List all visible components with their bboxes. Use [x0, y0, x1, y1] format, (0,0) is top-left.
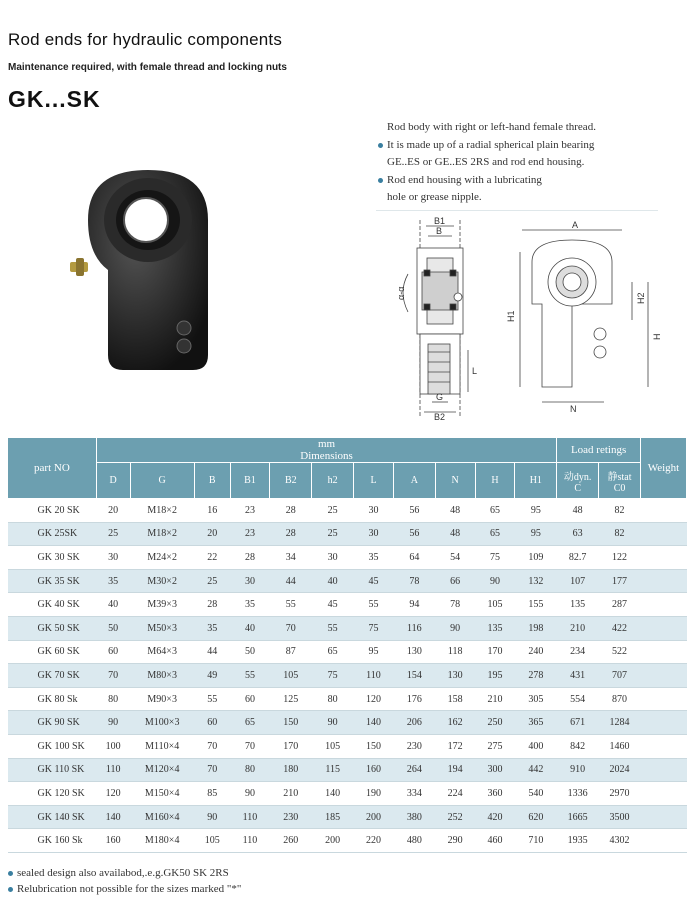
table-cell: 109	[515, 546, 557, 570]
table-cell: 75	[312, 664, 354, 688]
table-cell: 35	[194, 616, 230, 640]
weight-cell	[640, 805, 686, 829]
table-cell: 44	[194, 640, 230, 664]
table-cell: 90	[230, 782, 270, 806]
table-cell: 30	[230, 569, 270, 593]
table-cell: 707	[599, 664, 641, 688]
table-cell: 334	[393, 782, 435, 806]
table-cell: 30	[354, 522, 394, 546]
table-cell: 365	[515, 711, 557, 735]
table-cell: M18×2	[130, 522, 194, 546]
weight-cell	[640, 829, 686, 853]
col-h1: H1	[515, 463, 557, 499]
weight-cell	[640, 593, 686, 617]
table-cell: M18×2	[130, 499, 194, 523]
load-dyn-line1: 动dyn.	[563, 471, 592, 483]
table-cell: 540	[515, 782, 557, 806]
table-cell: 40	[312, 569, 354, 593]
table-cell: M24×2	[130, 546, 194, 570]
notes	[8, 865, 241, 897]
table-cell: 22	[194, 546, 230, 570]
table-cell: 90	[96, 711, 130, 735]
table-cell: 23	[230, 499, 270, 523]
table-cell: 122	[599, 546, 641, 570]
col-b1: B1	[230, 463, 270, 499]
col-d: D	[96, 463, 130, 499]
table-cell: 70	[96, 664, 130, 688]
weight-cell	[640, 499, 686, 523]
table-cell: M160×4	[130, 805, 194, 829]
table-cell: 87	[270, 640, 312, 664]
dimensions-header	[96, 438, 556, 463]
table-cell: 54	[435, 546, 475, 570]
table-cell: 30	[96, 546, 130, 570]
table-cell: 210	[270, 782, 312, 806]
table-cell: 20	[96, 499, 130, 523]
table-cell: 56	[393, 499, 435, 523]
table-cell: 55	[270, 593, 312, 617]
feature-line: GE..ES or GE..ES 2RS and rod end housing.	[387, 156, 585, 168]
table-cell: 65	[312, 640, 354, 664]
table-cell: 65	[475, 522, 515, 546]
load-dyn-line2: C	[574, 482, 582, 494]
table-cell: 206	[393, 711, 435, 735]
label-b2: B2	[434, 412, 446, 422]
table-cell: 100	[96, 734, 130, 758]
part-number-cell: GK 160 Sk	[8, 829, 97, 853]
table-cell: 170	[475, 640, 515, 664]
table-cell: 90	[312, 711, 354, 735]
table-cell: 842	[557, 734, 599, 758]
note-item: sealed design also availabod,.e.g.GK50 SK 2RS	[8, 865, 241, 881]
note-item: Relubrication not possible for the sizes marked "*"	[8, 881, 241, 897]
table-cell: 150	[270, 711, 312, 735]
table-cell: 115	[312, 758, 354, 782]
label-alpha: α-α	[396, 286, 406, 300]
page-title: Rod ends for hydraulic components	[8, 30, 283, 49]
table-cell: 49	[194, 664, 230, 688]
weight-cell	[640, 640, 686, 664]
table-cell: 28	[194, 593, 230, 617]
table-cell: 35	[96, 569, 130, 593]
table-cell: 94	[393, 593, 435, 617]
table-cell: 40	[96, 593, 130, 617]
table-cell: 2024	[599, 758, 641, 782]
table-cell: 55	[230, 664, 270, 688]
table-row	[8, 546, 687, 570]
table-cell: 180	[270, 758, 312, 782]
table-cell: 95	[515, 499, 557, 523]
weight-cell	[640, 782, 686, 806]
table-cell: 118	[435, 640, 475, 664]
table-cell: 200	[354, 805, 394, 829]
table-cell: 48	[435, 499, 475, 523]
table-row	[8, 734, 687, 758]
part-number-cell: GK 60 SK	[8, 640, 97, 664]
table-cell: 70	[194, 758, 230, 782]
table-cell: 230	[393, 734, 435, 758]
table-row	[8, 711, 687, 735]
table-cell: 16	[194, 499, 230, 523]
part-number-cell: GK 110 SK	[8, 758, 97, 782]
part-number-cell: GK 20 SK	[8, 499, 97, 523]
col-b2: B2	[270, 463, 312, 499]
table-cell: 150	[354, 734, 394, 758]
table-cell: 55	[194, 687, 230, 711]
part-number-cell: GK 25SK	[8, 522, 97, 546]
model-heading: GK...SK	[8, 86, 101, 112]
table-cell: 442	[515, 758, 557, 782]
table-cell: 300	[475, 758, 515, 782]
table-cell: 44	[270, 569, 312, 593]
table-cell: 252	[435, 805, 475, 829]
table-cell: 48	[435, 522, 475, 546]
table-cell: 185	[312, 805, 354, 829]
label-h1: H1	[506, 310, 516, 322]
label-b: B	[436, 226, 443, 236]
feature-line: hole or grease nipple.	[387, 191, 482, 203]
table-cell: 105	[475, 593, 515, 617]
col-l: L	[354, 463, 394, 499]
table-cell: 554	[557, 687, 599, 711]
table-cell: 194	[435, 758, 475, 782]
part-number-cell: GK 100 SK	[8, 734, 97, 758]
table-cell: 154	[393, 664, 435, 688]
table-row	[8, 522, 687, 546]
part-number-cell: GK 140 SK	[8, 805, 97, 829]
table-row	[8, 499, 687, 523]
table-cell: 125	[270, 687, 312, 711]
table-cell: 160	[96, 829, 130, 853]
table-cell: 95	[515, 522, 557, 546]
table-cell: 250	[475, 711, 515, 735]
weight-cell	[640, 664, 686, 688]
table-cell: 60	[230, 687, 270, 711]
table-cell: 105	[270, 664, 312, 688]
feature-line: Rod end housing with a lubricating	[378, 172, 668, 190]
table-cell: 105	[194, 829, 230, 853]
table-cell: M120×4	[130, 758, 194, 782]
label-b1: B1	[434, 216, 446, 226]
table-cell: M110×4	[130, 734, 194, 758]
table-cell: 30	[312, 546, 354, 570]
dimensions-title: Dimensions	[300, 450, 353, 462]
table-cell: 25	[312, 522, 354, 546]
weight-cell	[640, 522, 686, 546]
table-cell: 66	[435, 569, 475, 593]
col-load-dyn	[557, 463, 599, 499]
table-row	[8, 687, 687, 711]
table-cell: M90×3	[130, 687, 194, 711]
spec-table	[7, 437, 687, 853]
table-cell: 82	[599, 522, 641, 546]
part-number-cell: GK 40 SK	[8, 593, 97, 617]
page-subtitle: Maintenance required, with female thread and locking nuts	[8, 62, 287, 73]
table-cell: 25	[194, 569, 230, 593]
weight-cell	[640, 687, 686, 711]
table-cell: 80	[96, 687, 130, 711]
table-cell: 120	[96, 782, 130, 806]
table-cell: 190	[354, 782, 394, 806]
table-cell: 50	[96, 616, 130, 640]
table-cell: 90	[194, 805, 230, 829]
table-cell: 82.7	[557, 546, 599, 570]
table-row	[8, 664, 687, 688]
table-cell: 65	[475, 499, 515, 523]
table-cell: 82	[599, 499, 641, 523]
table-cell: 28	[270, 499, 312, 523]
part-number-cell: GK 30 SK	[8, 546, 97, 570]
table-cell: 172	[435, 734, 475, 758]
table-row	[8, 782, 687, 806]
table-cell: 135	[557, 593, 599, 617]
col-b: B	[194, 463, 230, 499]
table-cell: 1665	[557, 805, 599, 829]
table-cell: 60	[194, 711, 230, 735]
table-cell: M30×2	[130, 569, 194, 593]
table-cell: 230	[270, 805, 312, 829]
part-number-cell: GK 120 SK	[8, 782, 97, 806]
table-cell: 28	[230, 546, 270, 570]
label-n: N	[570, 404, 577, 414]
table-cell: 234	[557, 640, 599, 664]
weight-cell	[640, 758, 686, 782]
part-number-cell: GK 70 SK	[8, 664, 97, 688]
table-cell: 63	[557, 522, 599, 546]
table-cell: 158	[435, 687, 475, 711]
table-cell: 60	[96, 640, 130, 664]
table-row	[8, 758, 687, 782]
table-cell: 78	[435, 593, 475, 617]
table-cell: 1336	[557, 782, 599, 806]
table-cell: 130	[435, 664, 475, 688]
table-cell: 278	[515, 664, 557, 688]
technical-drawing	[372, 212, 672, 422]
feature-divider	[376, 210, 658, 211]
table-cell: 522	[599, 640, 641, 664]
part-number-cell: GK 50 SK	[8, 616, 97, 640]
col-load-stat	[599, 463, 641, 499]
table-cell: 105	[312, 734, 354, 758]
weight-header: Weight	[640, 438, 686, 499]
table-cell: 110	[354, 664, 394, 688]
table-cell: 431	[557, 664, 599, 688]
rod-end-photo	[68, 160, 228, 380]
table-cell: 130	[393, 640, 435, 664]
table-cell: 198	[515, 616, 557, 640]
table-row	[8, 593, 687, 617]
table-cell: 116	[393, 616, 435, 640]
label-g: G	[436, 392, 444, 402]
table-cell: M64×3	[130, 640, 194, 664]
load-stat-line2: C0	[613, 482, 626, 494]
table-cell: M100×3	[130, 711, 194, 735]
table-cell: 305	[515, 687, 557, 711]
table-cell: 155	[515, 593, 557, 617]
table-cell: M150×4	[130, 782, 194, 806]
table-cell: 28	[270, 522, 312, 546]
table-cell: 2970	[599, 782, 641, 806]
table-cell: 195	[475, 664, 515, 688]
table-cell: 70	[230, 734, 270, 758]
table-cell: 140	[354, 711, 394, 735]
table-cell: 20	[194, 522, 230, 546]
table-cell: 140	[96, 805, 130, 829]
weight-cell	[640, 734, 686, 758]
table-cell: 35	[230, 593, 270, 617]
table-cell: 110	[230, 805, 270, 829]
table-cell: 260	[270, 829, 312, 853]
table-cell: 132	[515, 569, 557, 593]
table-cell: 110	[230, 829, 270, 853]
table-cell: 287	[599, 593, 641, 617]
label-l: L	[472, 366, 478, 376]
table-cell: 107	[557, 569, 599, 593]
table-cell: 110	[96, 758, 130, 782]
part-number-cell: GK 35 SK	[8, 569, 97, 593]
table-cell: 25	[312, 499, 354, 523]
table-cell: 160	[354, 758, 394, 782]
table-cell: 710	[515, 829, 557, 853]
table-cell: 210	[475, 687, 515, 711]
table-cell: 23	[230, 522, 270, 546]
table-cell: 360	[475, 782, 515, 806]
table-cell: 55	[312, 616, 354, 640]
table-cell: 420	[475, 805, 515, 829]
table-cell: 1284	[599, 711, 641, 735]
weight-cell	[640, 711, 686, 735]
table-cell: 671	[557, 711, 599, 735]
weight-cell	[640, 546, 686, 570]
table-cell: 75	[354, 616, 394, 640]
col-h2: h2	[312, 463, 354, 499]
table-cell: 480	[393, 829, 435, 853]
feature-list	[378, 119, 668, 207]
table-cell: 200	[312, 829, 354, 853]
table-row	[8, 569, 687, 593]
table-cell: 870	[599, 687, 641, 711]
table-cell: 56	[393, 522, 435, 546]
label-a: A	[572, 220, 579, 230]
weight-cell	[640, 616, 686, 640]
part-number-cell: GK 90 SK	[8, 711, 97, 735]
table-cell: M39×3	[130, 593, 194, 617]
table-cell: 64	[393, 546, 435, 570]
feature-line: Rod body with right or left-hand female thread.	[387, 121, 596, 133]
table-row	[8, 616, 687, 640]
table-cell: 40	[230, 616, 270, 640]
table-cell: 80	[312, 687, 354, 711]
table-cell: 240	[515, 640, 557, 664]
table-cell: 620	[515, 805, 557, 829]
table-row	[8, 640, 687, 664]
table-cell: 135	[475, 616, 515, 640]
table-cell: 35	[354, 546, 394, 570]
table-cell: 264	[393, 758, 435, 782]
table-cell: 176	[393, 687, 435, 711]
table-cell: 380	[393, 805, 435, 829]
col-n: N	[435, 463, 475, 499]
table-cell: 1460	[599, 734, 641, 758]
table-cell: 70	[194, 734, 230, 758]
table-cell: 55	[354, 593, 394, 617]
table-cell: 75	[475, 546, 515, 570]
col-a: A	[393, 463, 435, 499]
table-cell: M80×3	[130, 664, 194, 688]
table-cell: 210	[557, 616, 599, 640]
table-cell: 25	[96, 522, 130, 546]
part-number-cell: GK 80 Sk	[8, 687, 97, 711]
table-cell: 70	[270, 616, 312, 640]
table-cell: 910	[557, 758, 599, 782]
table-cell: 90	[475, 569, 515, 593]
table-cell: 30	[354, 499, 394, 523]
table-cell: 422	[599, 616, 641, 640]
table-cell: 45	[354, 569, 394, 593]
table-cell: 140	[312, 782, 354, 806]
table-cell: 80	[230, 758, 270, 782]
table-row	[8, 829, 687, 853]
table-cell: M180×4	[130, 829, 194, 853]
weight-cell	[640, 569, 686, 593]
table-cell: 220	[354, 829, 394, 853]
table-cell: 95	[354, 640, 394, 664]
table-cell: 3500	[599, 805, 641, 829]
table-cell: 34	[270, 546, 312, 570]
table-cell: 50	[230, 640, 270, 664]
table-cell: 162	[435, 711, 475, 735]
table-cell: 120	[354, 687, 394, 711]
table-cell: 400	[515, 734, 557, 758]
load-header: Load retings	[557, 438, 641, 463]
table-cell: 90	[435, 616, 475, 640]
label-h2: H2	[636, 292, 646, 304]
feature-line: It is made up of a radial spherical plain bearing	[378, 137, 668, 155]
col-g: G	[130, 463, 194, 499]
table-cell: 177	[599, 569, 641, 593]
table-cell: M50×3	[130, 616, 194, 640]
spec-table-body	[8, 499, 687, 853]
table-row	[8, 805, 687, 829]
table-cell: 275	[475, 734, 515, 758]
table-cell: 85	[194, 782, 230, 806]
col-h: H	[475, 463, 515, 499]
load-stat-line1: 静stat	[607, 471, 632, 483]
table-cell: 48	[557, 499, 599, 523]
table-cell: 224	[435, 782, 475, 806]
table-cell: 170	[270, 734, 312, 758]
table-cell: 460	[475, 829, 515, 853]
label-h: H	[652, 333, 662, 340]
table-cell: 65	[230, 711, 270, 735]
table-cell: 4302	[599, 829, 641, 853]
part-no-header: part NO	[8, 438, 97, 499]
table-cell: 45	[312, 593, 354, 617]
table-cell: 78	[393, 569, 435, 593]
table-cell: 290	[435, 829, 475, 853]
table-cell: 1935	[557, 829, 599, 853]
dimensions-unit: mm	[317, 438, 336, 450]
